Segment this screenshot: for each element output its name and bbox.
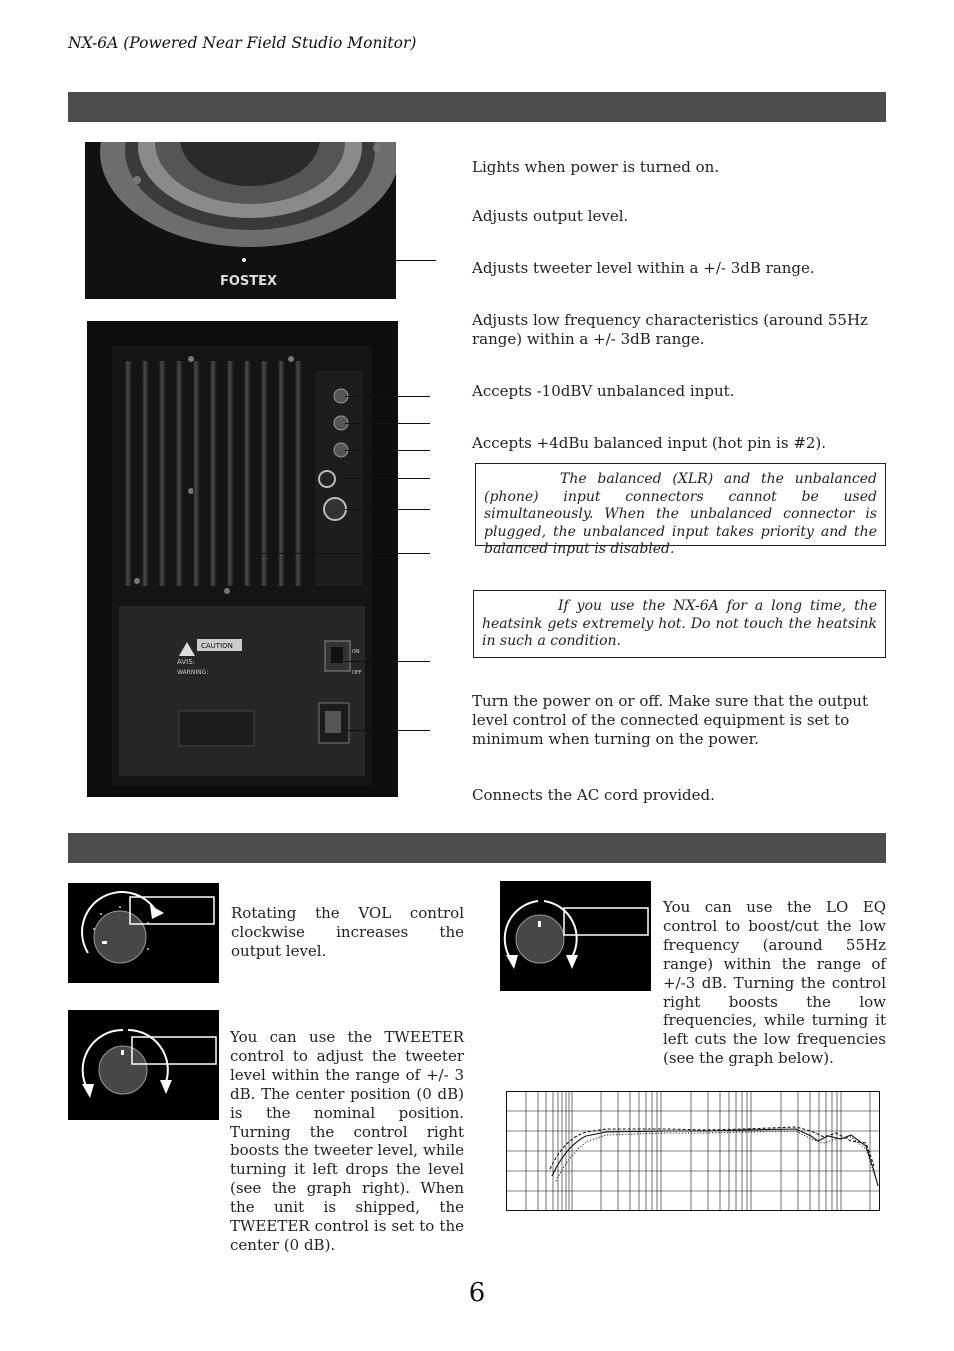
power-off-label: OFF (352, 670, 362, 676)
leader-line-lo-eq (345, 450, 430, 451)
front-panel-photo (85, 142, 396, 299)
leader-line-bal-input (345, 509, 430, 510)
frequency-response-graph (506, 1091, 880, 1211)
input-note-text: The balanced (XLR) and the unbalanced (phone) input connectors cannot be used simultaneously. When the unbalanced connector is plugged, the unbalanced input takes priority and the balanced input is disabled. (484, 471, 877, 557)
heatsink-note-text: If you use the NX-6A for a long time, the heatsink gets extremely hot. Do not touch the heatsink in such a condition. (482, 598, 877, 649)
desc-tweeter: Adjusts tweeter level within a +/- 3dB range. (472, 259, 815, 277)
desc-ac-inlet: Connects the AC cord provided. (472, 786, 715, 804)
leader-line-ac-inlet (345, 730, 430, 731)
desc-power-switch: Turn the power on or off. Make sure that the output level control of the connected equipment is set to minimum when turning on the power. (472, 692, 868, 748)
power-on-label: ON (352, 649, 360, 655)
tweeter-description: You can use the TWEETER control to adjust the tweeter level within the range of +/- 3 dB. The center position (0 dB) is the nominal position. Turning the control right boosts the tweeter level, while turning it left drops the level (see the graph right). When the unit is shipped, the TWEETER control is set to the center (0 dB). (230, 1028, 464, 1254)
lo-eq-knob-illustration (500, 881, 651, 991)
vol-description: Rotating the VOL control clockwise increases the output level. (231, 904, 464, 960)
desc-bal-input: Accepts +4dBu balanced input (hot pin is #2). (472, 434, 827, 452)
desc-vol: Adjusts output level. (472, 207, 629, 225)
leader-line-tweeter (345, 423, 430, 424)
vol-knob-illustration (68, 883, 219, 983)
leader-line-power-switch (345, 661, 430, 662)
heatsink-note-box (473, 590, 886, 658)
input-note-box (475, 463, 886, 557)
avis-label: AVIS: (177, 658, 195, 666)
desc-unbal-input: Accepts -10dBV unbalanced input. (472, 382, 735, 400)
leader-line-unbal-input (340, 478, 430, 479)
desc-power-led: Lights when power is turned on. (472, 158, 720, 176)
leader-line-heatsink (258, 553, 430, 554)
leader-line-vol (345, 396, 430, 397)
caution-label: CAUTION (201, 642, 233, 650)
page-header-title: NX-6A (Powered Near Field Studio Monitor) (68, 34, 417, 52)
brand-logo-text: FOSTEX (220, 274, 278, 289)
warning-label: WARNING: (177, 669, 209, 676)
lo-eq-description: You can use the LO EQ control to boost/cut the low frequency (around 55Hz range) within the range of +/-3 dB. Turning the control right boosts the low frequencies, while turning it left cuts the low frequencies (see the graph below). (663, 898, 886, 1068)
section-bar-controls (68, 833, 886, 863)
section-bar-panel (68, 92, 886, 122)
page-number: 6 (468, 1278, 486, 1308)
tweeter-knob-illustration (68, 1010, 219, 1120)
leader-line-power-led (248, 260, 436, 261)
desc-lo-eq: Adjusts low frequency characteristics (around 55Hz range) within a +/- 3dB range. (472, 311, 868, 348)
rear-panel-photo (87, 321, 398, 797)
